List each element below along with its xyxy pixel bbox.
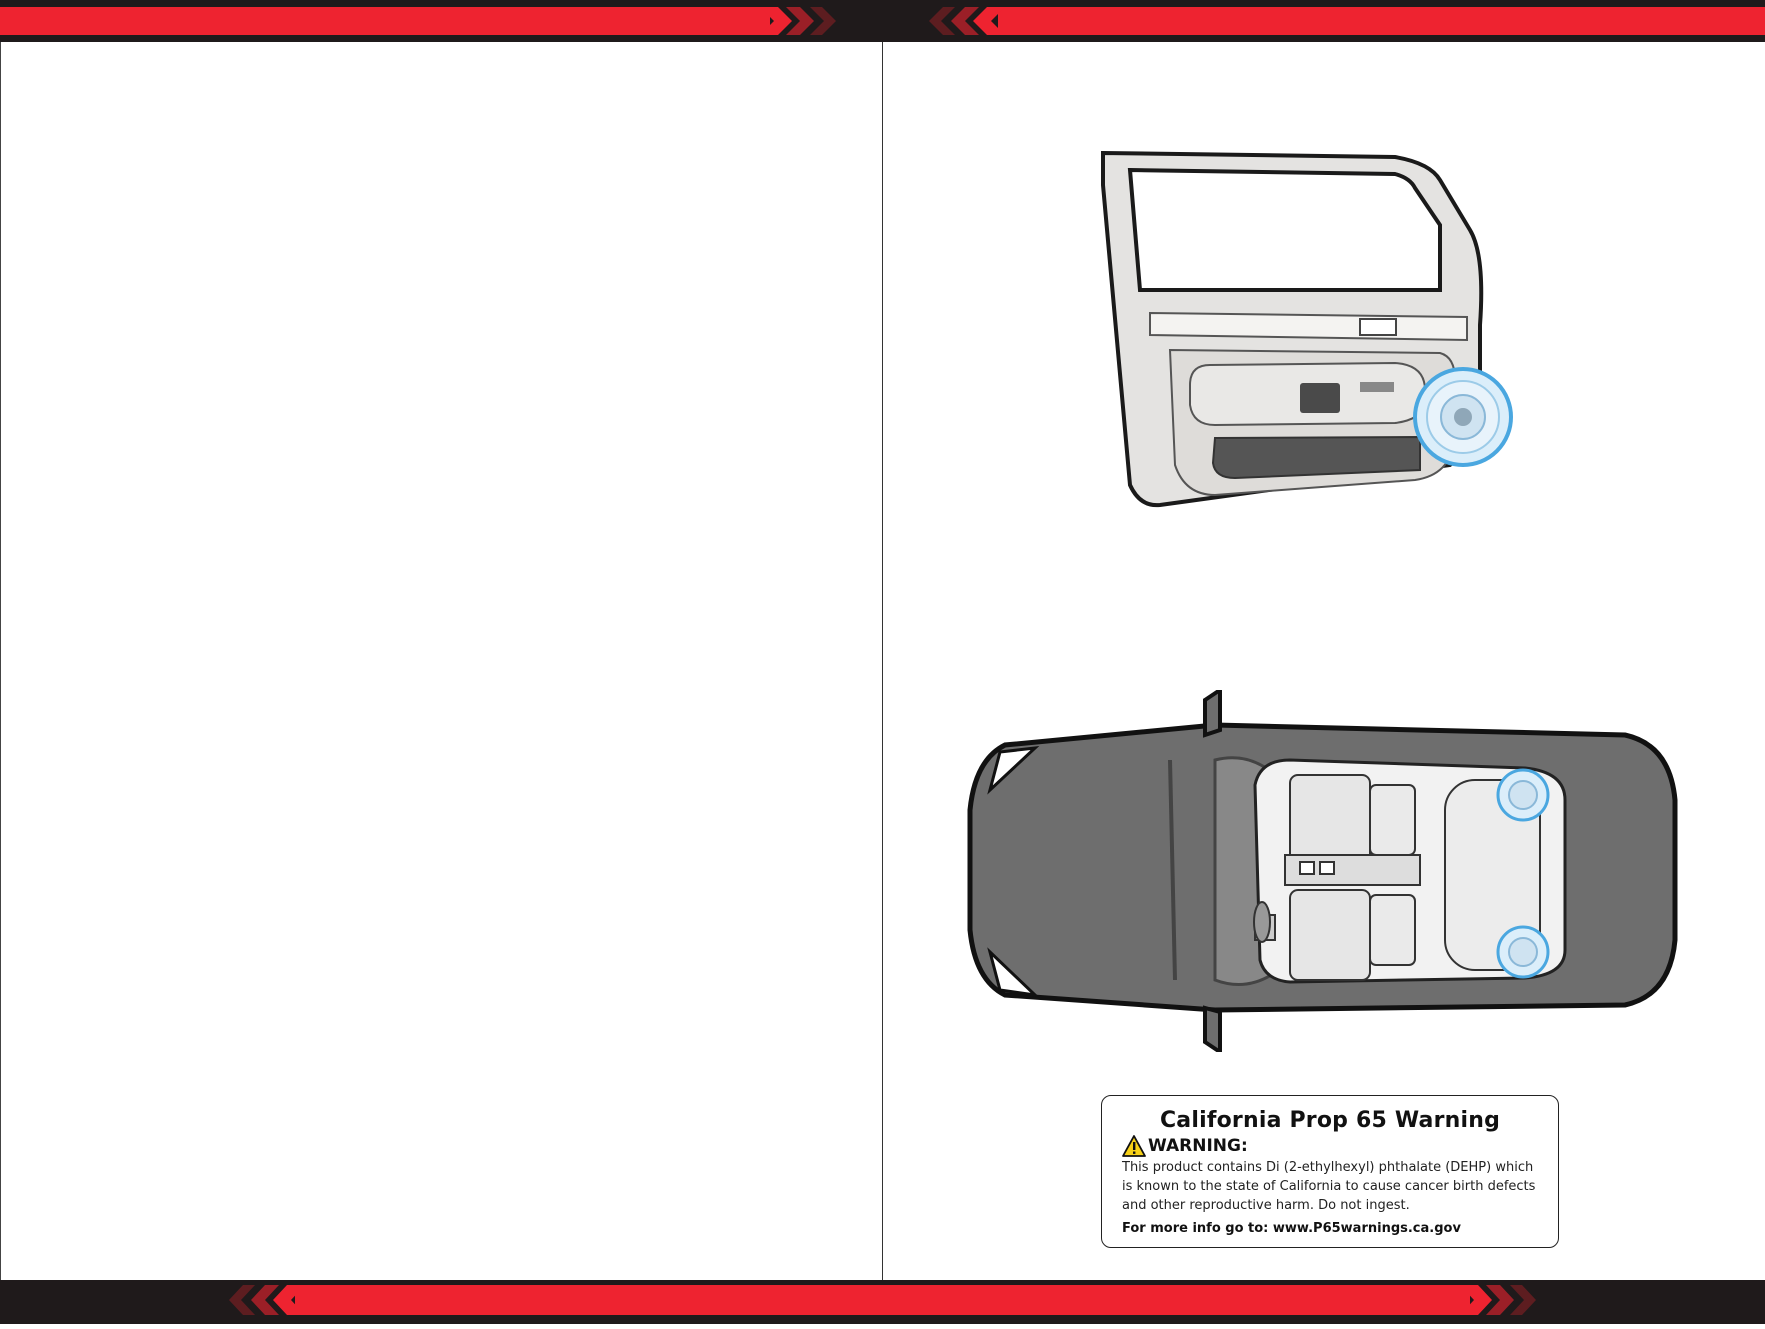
car-door-illustration: [1095, 145, 1550, 570]
warning-triangle-icon: [1122, 1135, 1146, 1157]
prop65-warning-box: [1101, 1095, 1559, 1248]
warning-label: WARNING:: [1148, 1136, 1248, 1156]
speaker-icon: [1498, 770, 1548, 820]
chevron-left-icon: [929, 7, 1005, 35]
chevron-left-icon: [229, 1285, 305, 1315]
speaker-icon: [1498, 927, 1548, 977]
footer-band: [0, 1280, 1765, 1324]
header-band: [0, 0, 1765, 42]
warning-header: [1122, 1135, 1538, 1157]
speaker-icon: [1415, 369, 1511, 465]
left-page: [0, 42, 882, 1280]
warning-body: This product contains Di (2-ethylhexyl) phthalate (DEHP) which is known to the state of California to cause cancer birth defects and other reproductive harm. Do not ingest.: [1122, 1160, 1536, 1213]
chevron-right-icon: [1460, 1285, 1536, 1315]
warning-title: California Prop 65 Warning: [1159, 1108, 1501, 1133]
warning-link[interactable]: For more info go to: www.P65warnings.ca.gov: [1122, 1221, 1461, 1236]
car-top-view-illustration: [965, 690, 1680, 1052]
header-stripes: [0, 0, 1765, 42]
footer-stripes: [0, 1280, 1765, 1324]
chevron-right-icon: [760, 7, 836, 35]
